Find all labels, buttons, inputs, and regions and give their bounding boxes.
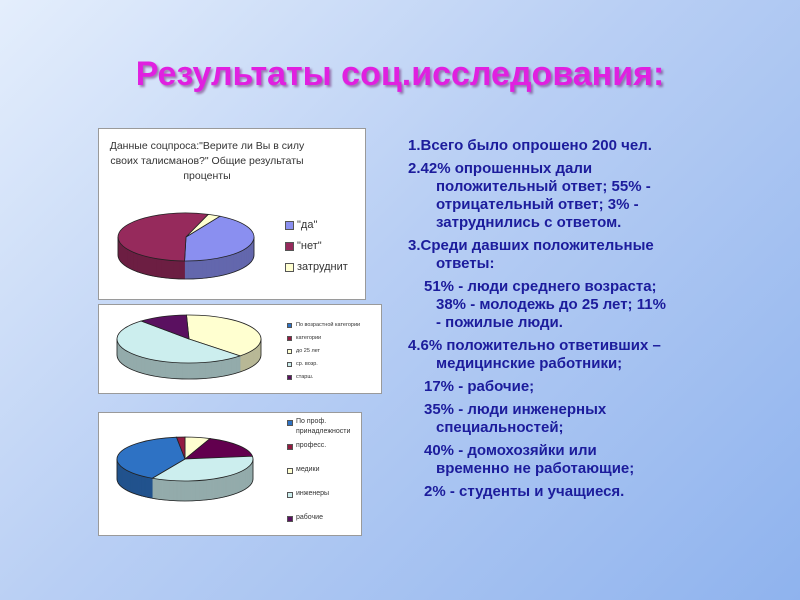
pie-side-segment [138, 475, 141, 496]
pie-side-segment [137, 355, 141, 372]
legend-label: до 25 лет [296, 348, 321, 354]
text-line: ответы: [436, 255, 495, 272]
text-line: 35% - люди инженерных [424, 401, 607, 418]
pie-side-segment [162, 480, 166, 500]
pie-side-segment [126, 351, 129, 369]
chart-legend [285, 215, 348, 278]
text-line: 4.6% положительно ответивших – [408, 337, 661, 354]
legend-item-category [287, 319, 360, 332]
legend-swatch [285, 242, 294, 251]
pie-side-segment [227, 255, 231, 274]
pie-side-segment [200, 362, 206, 378]
legend-item-middle-age [287, 358, 360, 371]
chart-general-results [98, 128, 366, 300]
legend-swatch [285, 263, 294, 272]
legend-label: затруднит [297, 261, 348, 273]
pie-side-segment [194, 363, 200, 379]
legend-label: старш. [296, 374, 314, 380]
chart-by-profession [98, 412, 362, 536]
chart-legend [287, 417, 358, 523]
pie-side-segment [149, 478, 153, 499]
pie-side-segment [211, 361, 216, 378]
item-surveyed [408, 137, 768, 155]
legend-label: рабочие [296, 514, 323, 521]
legend-swatch [287, 375, 292, 380]
pie-side-segment [223, 476, 226, 497]
pie-side-segment [236, 252, 239, 271]
pie-side-segment [179, 261, 185, 279]
item-students [408, 483, 768, 501]
pie-side-segment [248, 351, 250, 368]
pie-side-segment [122, 245, 124, 265]
pie-side-segment [226, 476, 229, 497]
pie-side-segment [198, 260, 202, 278]
text-line: 2.42% опрошенных дали [408, 160, 593, 177]
pie-side-segment [222, 359, 227, 376]
legend-swatch [285, 221, 294, 230]
pie-side-segment [177, 481, 181, 501]
pie-side-segment [239, 251, 242, 270]
legend-label: "нет" [297, 240, 322, 252]
pie-side-segment [135, 474, 138, 495]
legend-swatch [287, 336, 292, 341]
pie-side-segment [124, 247, 127, 267]
pie-side-segment [173, 481, 177, 501]
pie-side-segment [210, 479, 213, 499]
pie-side-segment [127, 249, 130, 269]
pie-side-segment [216, 360, 221, 377]
item-general-answers [408, 160, 768, 232]
pie-side-segment [141, 357, 145, 374]
pie-side-segment [230, 254, 233, 273]
pie-side-segment [156, 479, 159, 499]
pie-side-segment [235, 473, 237, 494]
slide-title: Результаты соц.исследования: [135, 55, 665, 93]
pie-side-segment [219, 257, 223, 276]
pie-side-segment [231, 357, 236, 374]
legend-label: По возрастной категории [296, 322, 361, 328]
pie-side-segment [203, 480, 207, 500]
item-medics [408, 337, 768, 373]
pie-side-segment [130, 472, 133, 493]
legend-swatch [287, 468, 293, 474]
legend-swatch [287, 420, 293, 426]
legend-item-under-25 [287, 345, 360, 358]
legend-item-older [287, 371, 360, 384]
pie-side-segment [229, 475, 232, 496]
pie-side-segment [146, 256, 151, 275]
text-line: 51% - люди среднего возраста; [424, 278, 657, 295]
pie-side-segment [242, 249, 244, 268]
pie-side-segment [142, 255, 147, 274]
pie-side-segment [133, 354, 137, 371]
pie-side-segment [142, 476, 145, 497]
pie-side-segment [173, 261, 179, 279]
pie-side-segment [207, 259, 211, 278]
pie-side-segment [215, 258, 219, 277]
legend-item-professional [287, 441, 358, 465]
item-engineers [408, 401, 768, 437]
pie-side-segment [137, 254, 141, 273]
text-line: 17% - рабочие; [424, 378, 535, 395]
pie-side-segment [181, 481, 185, 501]
chart-by-age [98, 304, 382, 394]
pie-side-segment [202, 260, 206, 278]
text-line: 3.Среди давших положительные [408, 237, 654, 254]
pie-side-segment [177, 363, 183, 379]
text-line: 38% - молодежь до 25 лет; 11% [436, 296, 666, 313]
legend-item-yes [285, 215, 348, 236]
pie-side-segment [151, 258, 156, 277]
pie-side-segment [189, 261, 193, 279]
pie-side-segment [217, 478, 220, 499]
pie-side-segment [167, 260, 173, 278]
legend-label: инженеры [296, 490, 330, 497]
legend-item-header [287, 417, 358, 441]
pie-side-segment [130, 251, 134, 271]
pie-side-segment [159, 479, 162, 499]
pie-side-segment [170, 480, 174, 500]
pie-side-segment [122, 347, 124, 365]
pie-side-segment [171, 362, 177, 378]
item-workers [408, 378, 768, 396]
pie-side-segment [160, 361, 165, 378]
pie-side-segment [152, 478, 155, 499]
pie-side-segment [129, 352, 132, 370]
pie-side-segment [124, 349, 127, 367]
legend-item-category2 [287, 332, 360, 345]
legend-item-medics [287, 465, 358, 489]
pie-side-segment [211, 259, 215, 278]
pie-side-segment [192, 481, 196, 501]
legend-label: медики [296, 466, 320, 473]
pie-side-segment [236, 356, 240, 373]
pie-side-segment [237, 472, 239, 493]
text-line: медицинские работники; [436, 355, 623, 372]
pie-side-segment [251, 350, 253, 367]
pie-side-segment [185, 261, 189, 279]
legend-swatch [287, 492, 293, 498]
pie-side-segment [155, 360, 160, 377]
pie-side-segment [165, 362, 171, 379]
text-line: 2% - студенты и учащиеся. [424, 483, 625, 500]
pie-side-segment [156, 259, 161, 278]
legend-label: "да" [297, 219, 318, 231]
legend-swatch [287, 444, 293, 450]
results-text [408, 137, 768, 506]
pie-side-segment [188, 481, 192, 501]
pie-side-segment [244, 248, 246, 267]
pie-side-segment [205, 362, 211, 379]
pie-side-segment [150, 359, 155, 376]
pie-side-segment [162, 259, 168, 278]
pie-side-segment [133, 473, 136, 494]
text-line: 1.Всего было опрошено 200 чел. [408, 137, 652, 154]
pie-side-segment [220, 477, 223, 498]
legend-label: професс. [296, 442, 327, 449]
pie-side-segment [182, 363, 188, 379]
legend-swatch [287, 323, 292, 328]
legend-swatch [287, 362, 292, 367]
pie-side-segment [233, 253, 236, 272]
legend-item-engineers [287, 489, 358, 513]
legend-swatch [287, 349, 292, 354]
legend-swatch [287, 516, 293, 522]
text-line: специальностей; [436, 419, 564, 436]
pie-side-segment [243, 354, 246, 371]
pie-side-segment [240, 355, 243, 372]
pie-side-segment [145, 358, 150, 375]
pie-side-segment [133, 252, 137, 272]
legend-item-no [285, 236, 348, 257]
legend-label: ср. возр. [296, 361, 318, 367]
legend-item-workers [287, 513, 358, 523]
pie-side-segment [232, 474, 235, 495]
pie-side-segment [128, 471, 130, 492]
pie-side-segment [188, 363, 194, 379]
pie-side-segment [213, 478, 216, 499]
item-housewives [408, 442, 768, 478]
pie-side-segment [194, 261, 198, 279]
text-line: затруднились с ответом. [436, 214, 622, 231]
pie-side-segment [246, 353, 249, 370]
text-line: положительный ответ; 55% - [436, 178, 651, 195]
pie-chart-age [113, 313, 273, 389]
pie-side-segment [125, 470, 127, 491]
item-age-breakdown [408, 278, 768, 332]
pie-chart-profession [109, 433, 269, 513]
pie-side-segment [145, 477, 149, 498]
pie-side-segment [223, 256, 227, 275]
pie-side-segment [184, 481, 188, 501]
pie-side-segment [196, 481, 200, 501]
pie-side-segment [207, 479, 211, 499]
legend-label: категории [296, 335, 322, 341]
pie-side-segment [227, 358, 232, 375]
pie-side-segment [166, 480, 170, 500]
pie-chart-general [111, 209, 271, 285]
text-line: временно не работающие; [436, 460, 635, 477]
chart-title: Данные соцпроса:"Верите ли Вы в силу своих талисманов?" Общие результаты проценты [109, 140, 305, 182]
legend-label: По проф. принадлежности [296, 418, 351, 435]
text-line: - пожилые люди. [436, 314, 563, 331]
chart-legend [287, 319, 360, 384]
pie-side-segment [239, 471, 241, 492]
text-line: отрицательный ответ; 3% - [436, 196, 639, 213]
pie-side-segment [199, 480, 203, 500]
legend-item-undecided [285, 257, 348, 278]
text-line: 40% - домохозяйки или [424, 442, 597, 459]
item-positive-header [408, 237, 768, 273]
